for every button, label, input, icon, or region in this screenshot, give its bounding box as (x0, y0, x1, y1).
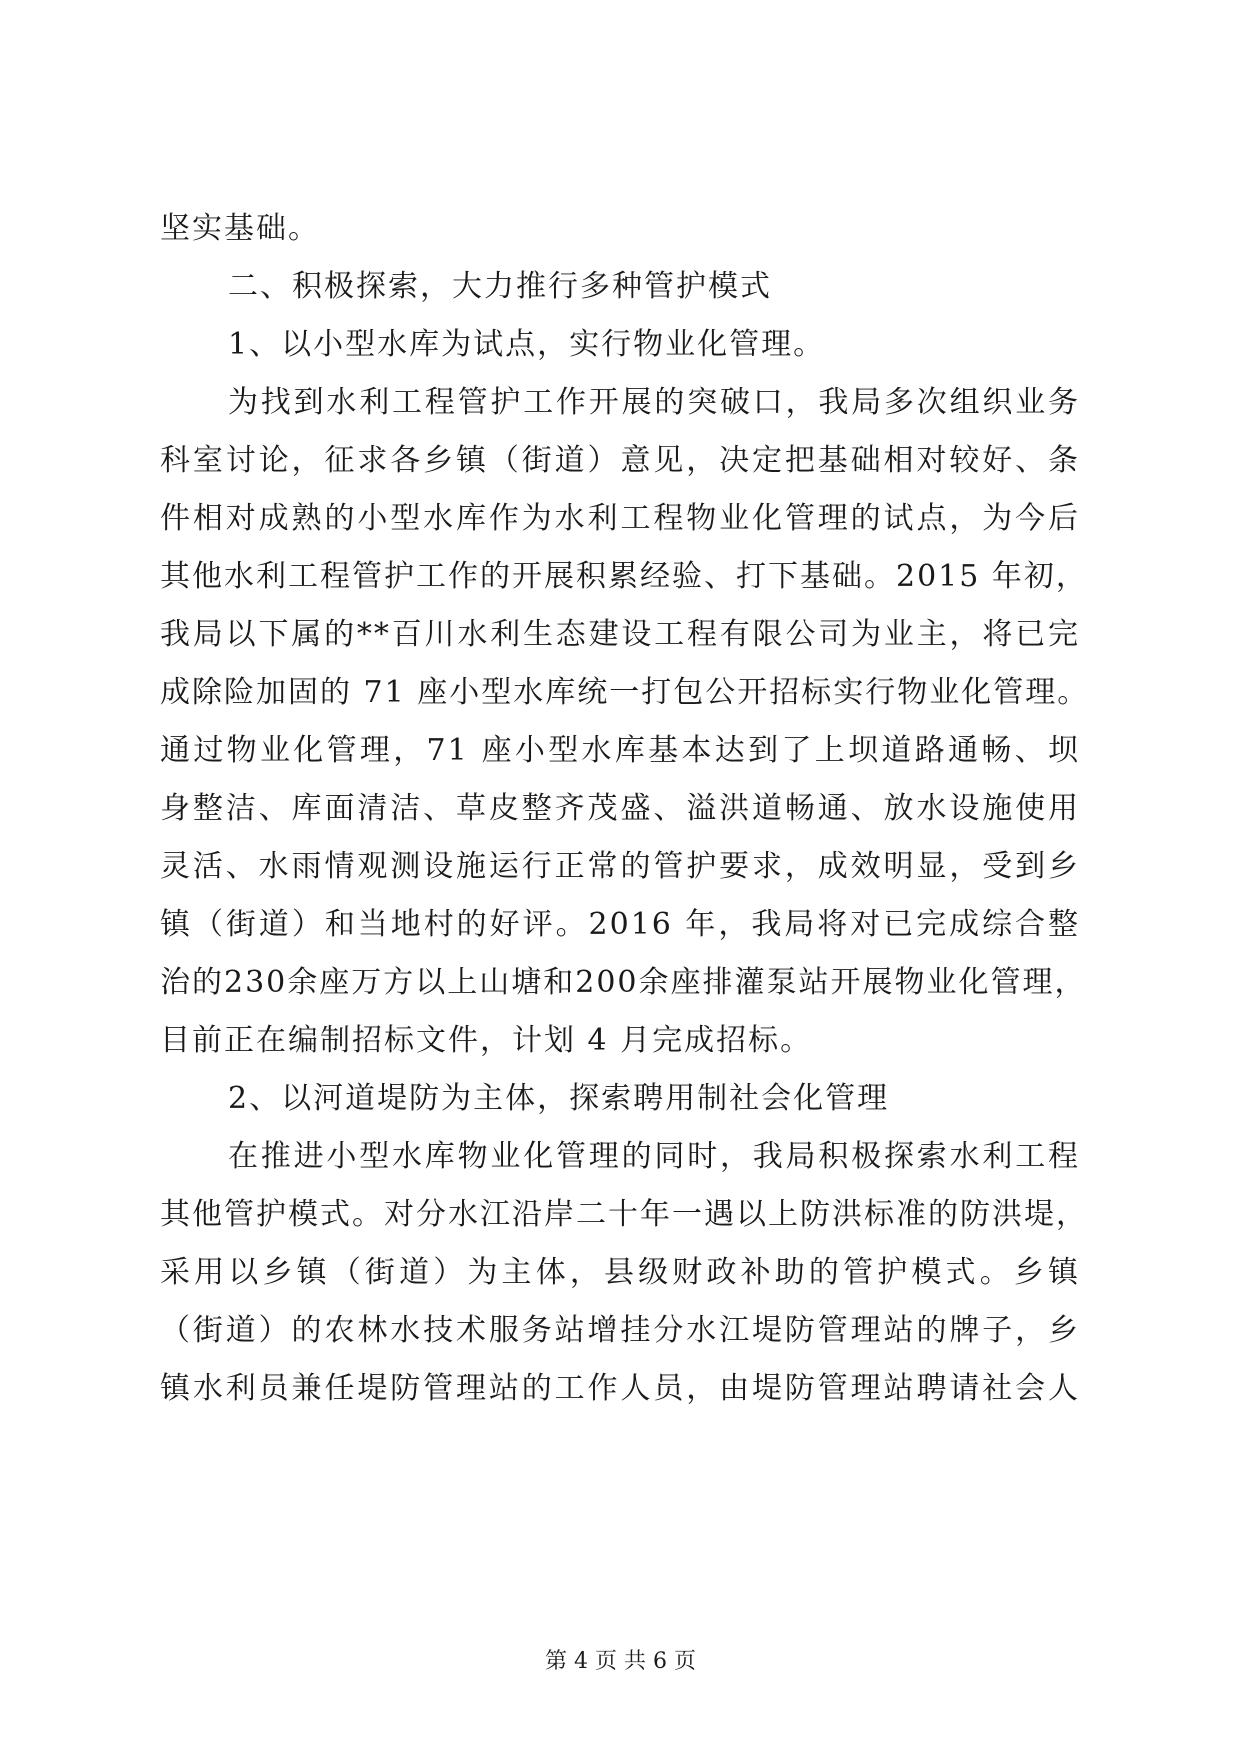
text-line: （街道）的农林水技术服务站增挂分水江堤防管理站的牌子，乡 (160, 1313, 1080, 1348)
text-line: 1、以小型水库为试点，实行物业化管理。 (228, 327, 826, 362)
text-line: 其他水利工程管护工作的开展积累经验、打下基础。2015 年初， (160, 559, 1088, 594)
text-line: 2、以河道堤防为主体，探索聘用制社会化管理 (228, 1081, 890, 1116)
text-line: 通过物业化管理，71 座小型水库基本达到了上坝道路通畅、坝 (160, 733, 1080, 768)
text-line: 科室讨论，征求各乡镇（街道）意见，决定把基础相对较好、条 (160, 443, 1080, 478)
text-line: 镇（街道）和当地村的好评。2016 年，我局将对已完成综合整 (160, 907, 1080, 942)
text-line: 采用以乡镇（街道）为主体，县级财政补助的管护模式。乡镇 (160, 1255, 1080, 1290)
text-line: 目前正在编制招标文件，计划 4 月完成招标。 (160, 1023, 813, 1058)
text-line: 成除险加固的 71 座小型水库统一打包公开招标实行物业化管理。 (160, 675, 1090, 710)
text-line: 其他管护模式。对分水江沿岸二十年一遇以上防洪标准的防洪堤， (160, 1197, 1088, 1232)
text-line: 在推进小型水库物业化管理的同时，我局积极探索水利工程 (228, 1139, 1080, 1174)
text-line: 件相对成熟的小型水库作为水利工程物业化管理的试点，为今后 (160, 501, 1080, 536)
text-line: 为找到水利工程管护工作开展的突破口，我局多次组织业务 (228, 385, 1080, 420)
page-footer: 第 4 页 共 6 页 (545, 1649, 696, 1674)
text-line: 治的230余座万方以上山塘和200余座排灌泵站开展物业化管理， (160, 965, 1087, 1000)
document-body (160, 200, 1090, 1418)
text-line: 二、积极探索，大力推行多种管护模式 (228, 269, 772, 304)
text-line: 灵活、水雨情观测设施运行正常的管护要求，成效明显，受到乡 (160, 849, 1080, 884)
text-line: 身整洁、库面清洁、草皮整齐茂盛、溢洪道畅通、放水设施使用 (160, 791, 1080, 826)
text-line: 镇水利员兼任堤防管理站的工作人员，由堤防管理站聘请社会人 (160, 1371, 1080, 1406)
text-line: 坚实基础。 (160, 211, 320, 246)
text-line: 我局以下属的**百川水利生态建设工程有限公司为业主，将已完 (160, 617, 1080, 652)
